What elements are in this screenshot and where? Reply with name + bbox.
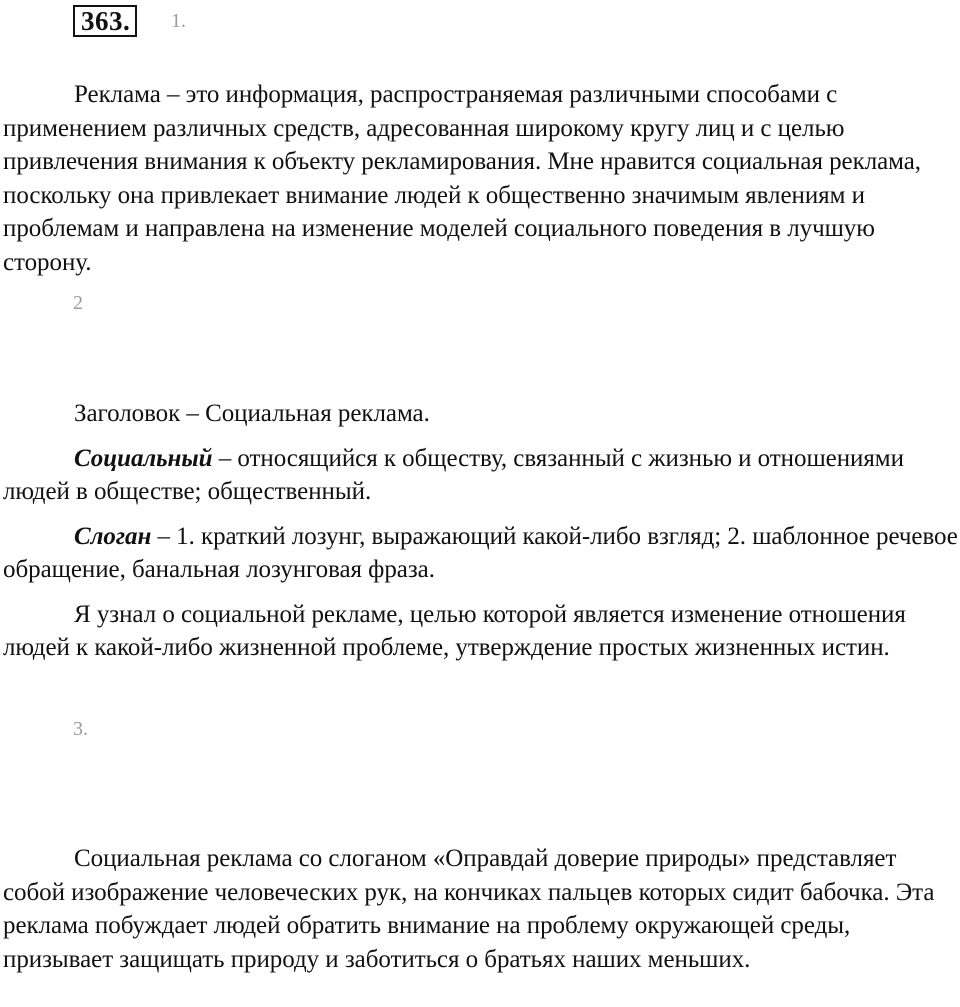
task-header [73, 5, 137, 39]
definition-slogan [3, 520, 960, 587]
section-2-text [3, 397, 960, 665]
section-2-conclusion: Я узнал о социальной рекламе, целью которой является изменение отношения людей к какой-либо жизненной проблеме, утверждение простых жизненных истин. [3, 600, 906, 661]
section-1-paragraph: Реклама – это информация, распространяемая различными способами с применением различных средств, адресованная широкому кругу лиц и с целью привлечения внимания к объекту рекламирования. Мне нравится социальная реклама, поскольку она привлекает внимание людей к общественно значимым явлениям и проблемам и направлена на изменение моделей социального поведения в лучшую сторону. [3, 81, 922, 276]
section-3-text [3, 842, 960, 976]
task-number-box: 363. [73, 5, 137, 37]
definition-slogan-term: Слоган [74, 522, 152, 550]
section-1-marker: 1. [171, 10, 186, 32]
definition-slogan-text: – 1. краткий лозунг, выражающий какой-либо взгляд; 2. шаблонное речевое обращение, банальная лозунговая фраза. [3, 522, 958, 583]
section-2-marker: 2 [73, 292, 83, 314]
definition-social [3, 442, 960, 509]
definition-social-term: Социальный [74, 444, 213, 472]
section-1-text [3, 78, 960, 279]
section-3-marker: 3. [73, 718, 88, 740]
section-2-title-line: Заголовок – Социальная реклама. [74, 400, 430, 427]
definition-social-text: – относящийся к обществу, связанный с жизнью и отношениями людей в обществе; общественный. [3, 444, 904, 505]
section-3-paragraph: Социальная реклама со слоганом «Оправдай доверие природы» представляет собой изображение человеческих рук, на кончиках пальцев которых сидит бабочка. Эта реклама побуждает людей обратить внимание на проблему окружающей среды, призывает защищать природу и заботиться о братьях наших меньших. [3, 845, 935, 973]
